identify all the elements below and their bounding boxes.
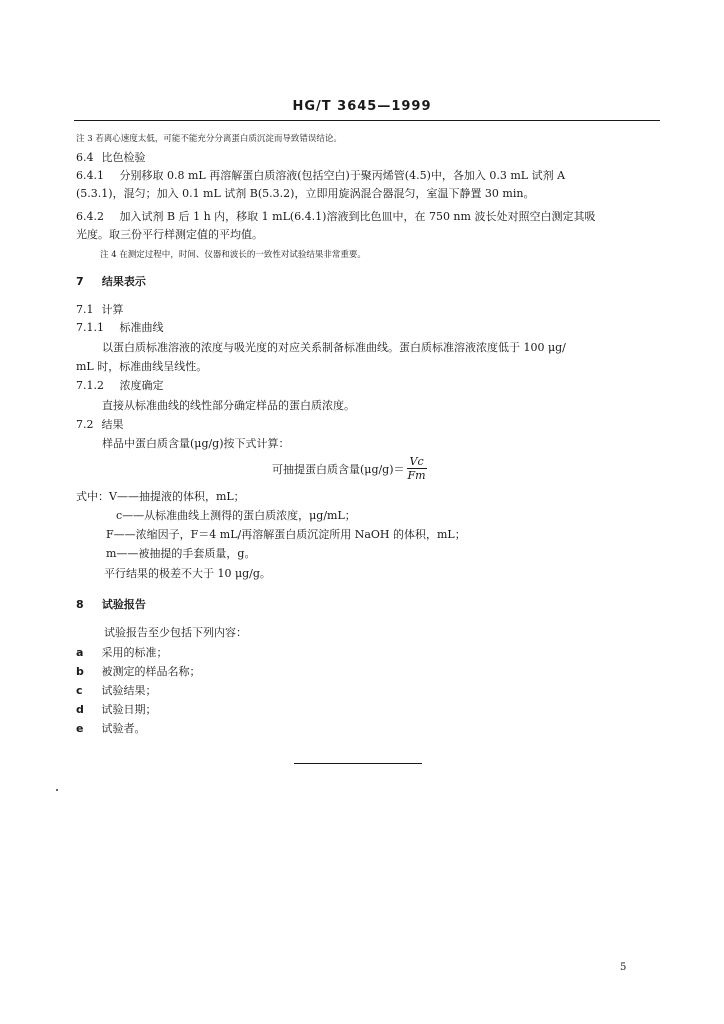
list-item-text: 被测定的样品名称； xyxy=(101,665,201,678)
list-item xyxy=(76,665,201,679)
section-title: 比色检验 xyxy=(101,151,146,164)
tolerance-statement: 平行结果的极差不大于 10 μg/g。 xyxy=(104,567,271,580)
section-number: 6.4 xyxy=(76,151,94,164)
list-item xyxy=(76,703,157,717)
heading-7-1-1 xyxy=(76,321,164,335)
section-number: 6.4.2 xyxy=(76,210,104,223)
list-item xyxy=(76,646,168,660)
page-number: 5 xyxy=(620,962,627,973)
end-rule xyxy=(294,763,422,764)
section-title: 浓度确定 xyxy=(119,379,164,392)
where-line-v xyxy=(76,490,245,504)
section-number: 7.1.1 xyxy=(76,321,104,334)
list-item-text: 试验者。 xyxy=(101,722,146,735)
list-item-text: 试验日期； xyxy=(101,703,157,716)
variable-m-definition: m——被抽提的手套质量，g。 xyxy=(106,547,256,560)
formula-fraction xyxy=(407,455,427,482)
list-item-letter: a xyxy=(76,646,84,659)
para-7-1-1-line2: mL 时，标准曲线呈线性。 xyxy=(76,360,208,373)
list-item-text: 采用的标准； xyxy=(101,646,168,659)
section-title: 结果表示 xyxy=(101,275,146,288)
header-rule xyxy=(74,120,660,121)
list-item-letter: b xyxy=(76,665,84,678)
paragraph-text: 分别移取 0.8 mL 再溶解蛋白质溶液(包括空白)于聚丙烯管(4.5)中，各加入 0.3 mL 试剂 A xyxy=(119,169,566,182)
formula-denominator: Fm xyxy=(407,469,426,482)
section-number: 8 xyxy=(76,598,84,611)
report-intro: 试验报告至少包括下列内容： xyxy=(104,626,247,639)
variable-c-definition: c——从标准曲线上测得的蛋白质浓度，μg/mL； xyxy=(116,509,356,522)
section-title: 标准曲线 xyxy=(119,321,164,334)
list-item xyxy=(76,722,146,736)
section-number: 6.4.1 xyxy=(76,169,104,182)
heading-7-2 xyxy=(76,418,124,432)
standard-number-header: HG/T 3645—1999 xyxy=(292,99,432,114)
paragraph-text: 加入试剂 B 后 1 h 内，移取 1 mL(6.4.1)溶液到比色皿中，在 750 nm 波长处对照空白测定其吸 xyxy=(119,210,596,223)
section-number: 7.1 xyxy=(76,303,94,316)
para-6-4-2-line2: 光度。取三份平行样测定值的平均值。 xyxy=(76,228,263,241)
section-number: 7 xyxy=(76,275,84,288)
list-item xyxy=(76,684,157,698)
variable-f-definition: F——浓缩因子，F＝4 mL/再溶解蛋白质沉淀所用 NaOH 的体积，mL； xyxy=(106,528,466,541)
para-6-4-1-line1 xyxy=(76,169,565,183)
section-title: 试验报告 xyxy=(101,598,146,611)
heading-7 xyxy=(76,275,146,289)
scan-speck xyxy=(56,789,58,791)
para-7-1-2-line1: 直接从标准曲线的线性部分确定样品的蛋白质浓度。 xyxy=(102,399,355,412)
heading-8 xyxy=(76,598,146,612)
variable-v-definition: V——抽提液的体积，mL； xyxy=(109,490,245,503)
section-title: 计算 xyxy=(101,303,124,316)
where-label: 式中： xyxy=(76,490,109,503)
para-6-4-2-line1 xyxy=(76,210,595,224)
note-3: 注 3 若离心速度太低，可能不能充分分离蛋白质沉淀而导致错误结论。 xyxy=(76,134,342,144)
formula-lhs: 可抽提蛋白质含量(μg/g)＝ xyxy=(272,462,405,476)
content-formula xyxy=(272,455,427,482)
list-item-letter: e xyxy=(76,722,84,735)
para-7-2-intro: 样品中蛋白质含量(μg/g)按下式计算： xyxy=(102,437,290,450)
list-item-letter: d xyxy=(76,703,84,716)
formula-numerator: Vc xyxy=(407,455,427,469)
section-title: 结果 xyxy=(101,418,124,431)
heading-7-1 xyxy=(76,303,124,317)
list-item-text: 试验结果； xyxy=(101,684,157,697)
section-number: 7.2 xyxy=(76,418,94,431)
para-6-4-1-line2: (5.3.1)，混匀；加入 0.1 mL 试剂 B(5.3.2)，立即用旋涡混合器混匀，室温下静置 30 min。 xyxy=(76,187,535,200)
note-4: 注 4 在测定过程中，时间、仪器和波长的一致性对试验结果非常重要。 xyxy=(100,250,366,260)
heading-6-4 xyxy=(76,151,146,165)
section-number: 7.1.2 xyxy=(76,379,104,392)
para-7-1-1-line1: 以蛋白质标准溶液的浓度与吸光度的对应关系制备标准曲线。蛋白质标准溶液浓度低于 100 μg/ xyxy=(102,341,566,354)
list-item-letter: c xyxy=(76,684,83,697)
heading-7-1-2 xyxy=(76,379,164,393)
